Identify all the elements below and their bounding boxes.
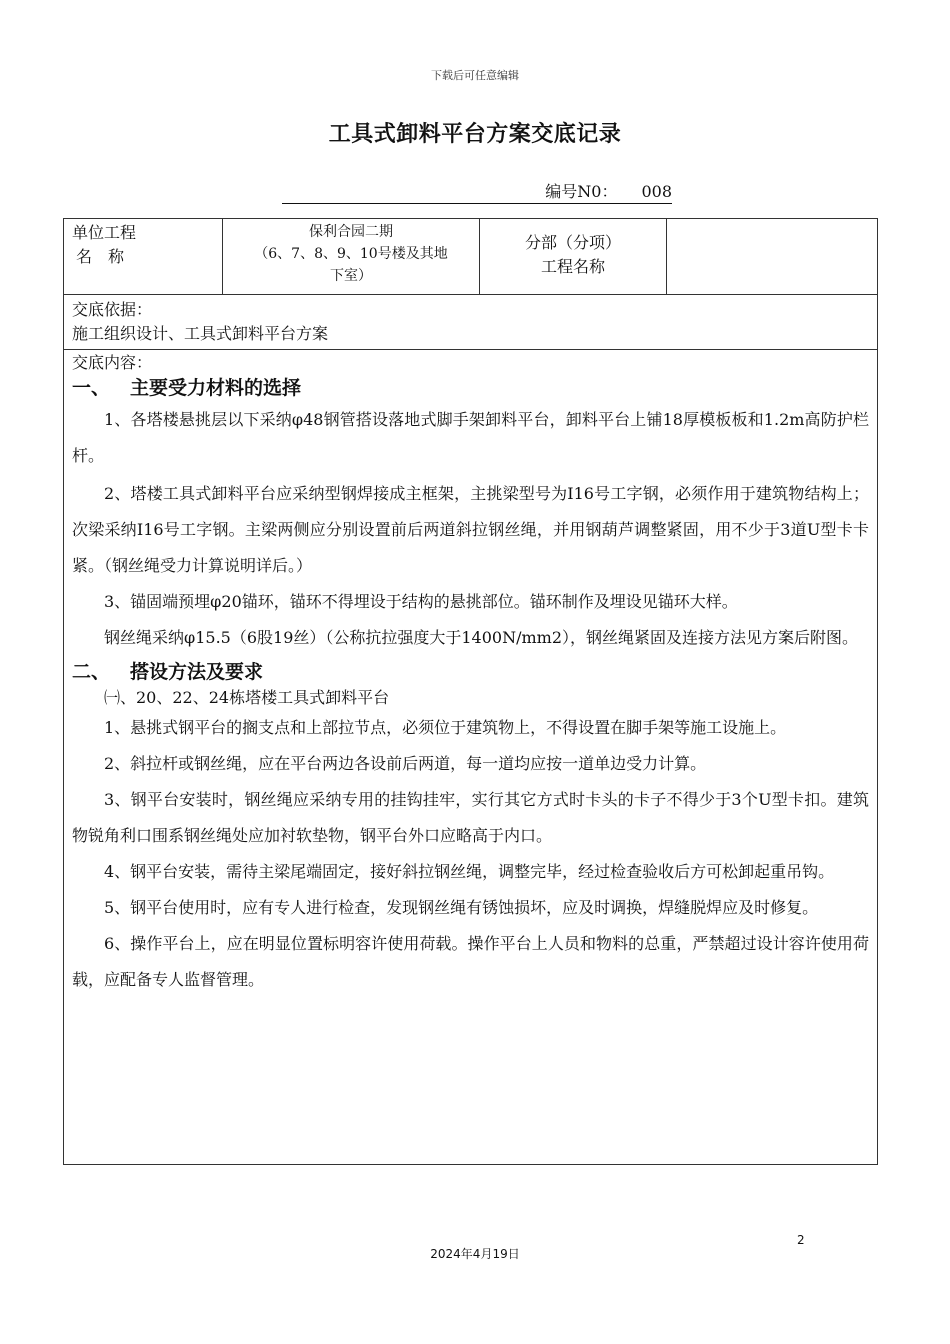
paragraph: 1、悬挑式钢平台的搁支点和上部拉节点，必须位于建筑物上，不得设置在脚手架等施工设施上。 — [104, 718, 787, 737]
section-1-title: 主要受力材料的选择 — [130, 377, 302, 399]
paragraph: 2、塔楼工具式卸料平台应采纳型钢焊接成主框架，主挑梁型号为I16号工字钢，必须作用于建筑物结构上；次梁采纳I16号工字钢。主梁两侧应分别设置前后两道斜拉钢丝绳，并用钢葫芦调整紧固，用不少于3道U型卡卡紧。（钢丝绳受力计算说明详后。） — [72, 484, 869, 575]
sub-project-value — [667, 219, 878, 295]
paragraph: 钢丝绳采纳φ15.5（6股19丝）（公称抗拉强度大于1400N/mm2），钢丝绳紧固及连接方法见方案后附图。 — [104, 628, 859, 647]
unit-project-label — [64, 219, 223, 295]
unit-value-line3: 下室） — [330, 268, 372, 284]
content-label: 交底内容： — [72, 353, 153, 372]
document-number — [282, 179, 672, 204]
disclosure-basis — [64, 295, 878, 350]
unit-label-line2: 名 称 — [76, 247, 125, 266]
paragraph: 5、钢平台使用时，应有专人进行检查，发现钢丝绳有锈蚀损坏，应及时调换，焊缝脱焊应及时修复。 — [104, 898, 819, 917]
section-2-subheading: ㈠、20、22、24栋塔楼工具式卸料平台 — [104, 688, 390, 707]
unit-project-value — [223, 219, 480, 295]
sub-label-line2: 工程名称 — [540, 257, 605, 276]
disclosure-content — [64, 350, 878, 1165]
document-number-value: 008 — [641, 182, 672, 201]
paragraph: 1、各塔楼悬挑层以下采纳φ48钢管搭设落地式脚手架卸料平台，卸料平台上铺18厚模板板和1.2m高防护栏杆。 — [72, 410, 869, 465]
basis-label: 交底依据： — [72, 300, 153, 319]
document-title: 工具式卸料平台方案交底记录 — [328, 122, 622, 147]
unit-value-line2: （6、7、8、9、10号楼及其地 — [254, 246, 448, 262]
section-2-number: 二、 — [72, 661, 111, 683]
footer-date: 2024年4月19日 — [430, 1247, 520, 1261]
section-2-title: 搭设方法及要求 — [130, 661, 264, 683]
header-note: 下载后可任意编辑 — [431, 69, 519, 82]
paragraph: 6、操作平台上，应在明显位置标明容许使用荷载。操作平台上人员和物料的总重，严禁超过设计容许使用荷载，应配备专人监督管理。 — [72, 934, 869, 989]
paragraph: 3、钢平台安装时，钢丝绳应采纳专用的挂钩挂牢，实行其它方式时卡头的卡子不得少于3个U型卡扣。建筑物锐角利口围系钢丝绳处应加衬软垫物，钢平台外口应略高于内口。 — [72, 790, 869, 845]
section-2-heading — [72, 658, 869, 686]
paragraph: 2、斜拉杆或钢丝绳，应在平台两边各设前后两道，每一道均应按一道单边受力计算。 — [104, 754, 707, 773]
document-number-label: 编号N0： — [545, 182, 618, 201]
paragraph: 3、锚固端预埋φ20锚环，锚环不得埋设于结构的悬挑部位。锚环制作及埋设见锚环大样。 — [104, 592, 738, 611]
section-1-heading — [72, 374, 869, 402]
paragraph: 4、钢平台安装，需待主梁尾端固定，接好斜拉钢丝绳，调整完毕，经过检查验收后方可松卸起重吊钩。 — [104, 862, 835, 881]
unit-value-line1: 保利合园二期 — [309, 224, 393, 240]
disclosure-table — [63, 218, 878, 1165]
sub-project-label — [480, 219, 667, 295]
section-1-number: 一、 — [72, 377, 111, 399]
sub-label-line1: 分部（分项） — [524, 233, 621, 252]
basis-text: 施工组织设计、工具式卸料平台方案 — [72, 324, 329, 343]
page-number: 2 — [797, 1233, 805, 1247]
unit-label-line1: 单位工程 — [72, 223, 137, 242]
